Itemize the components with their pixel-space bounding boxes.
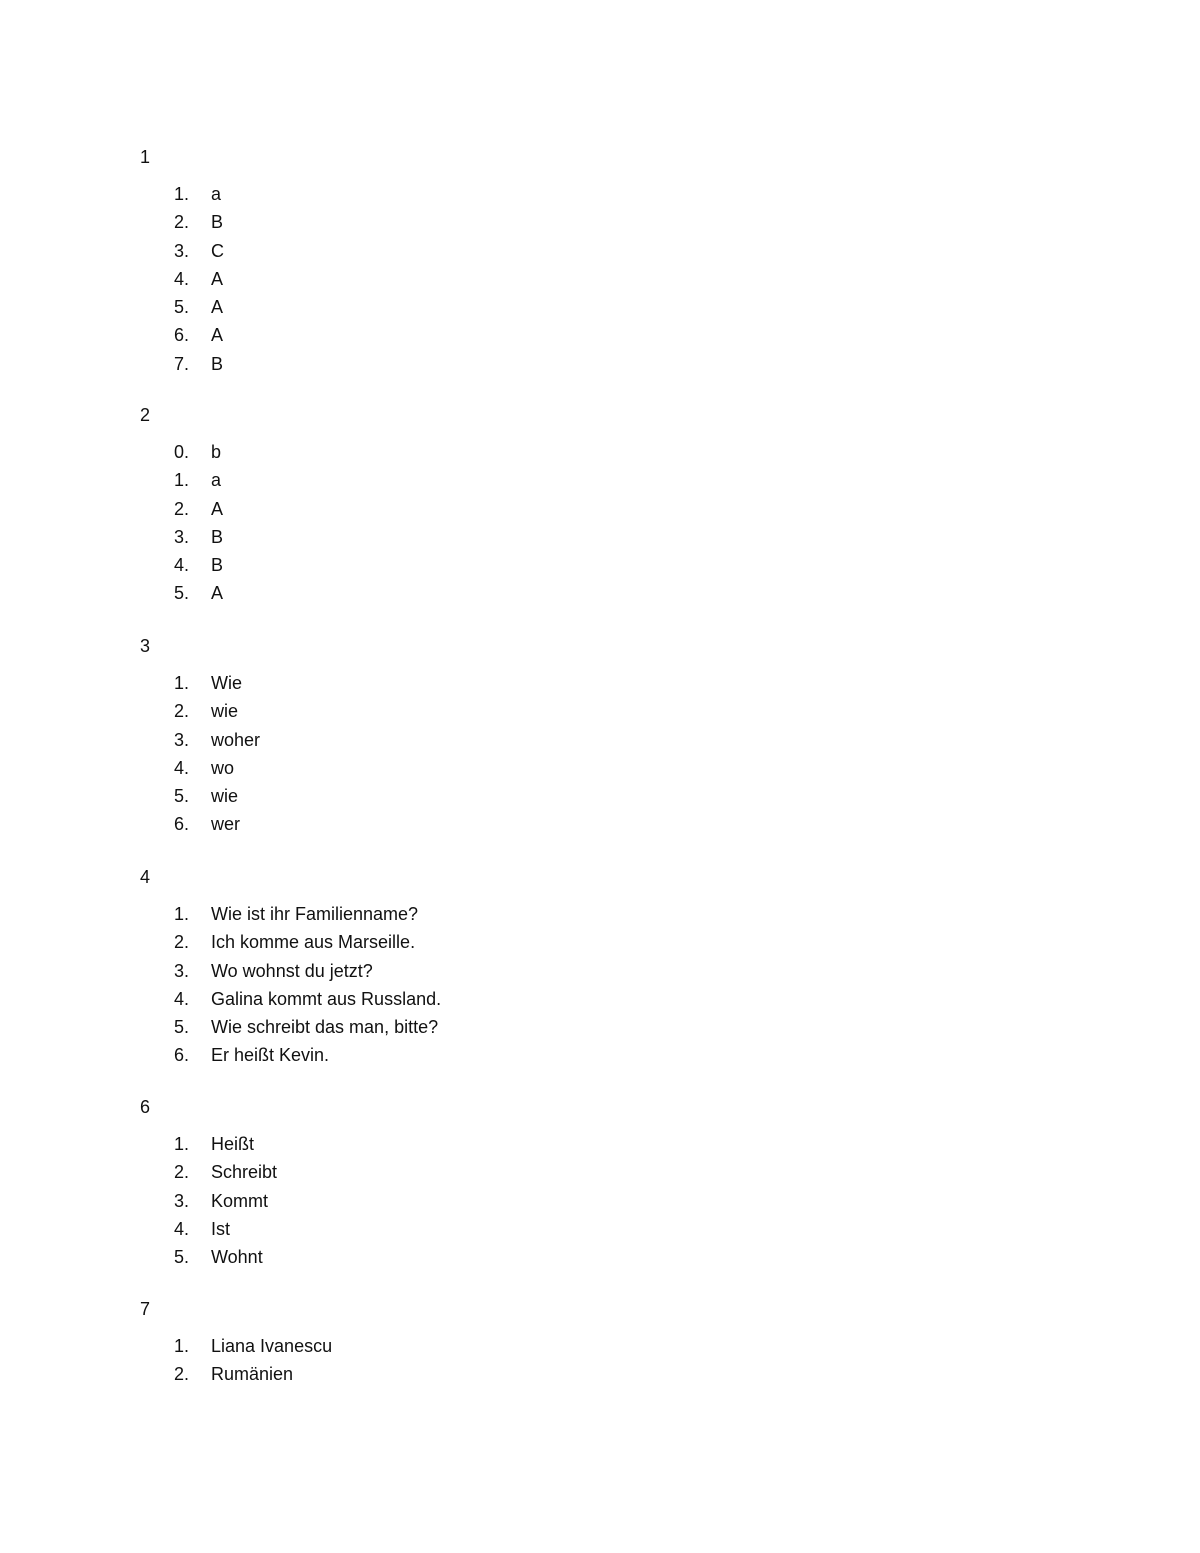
item-number: 1. (174, 470, 190, 491)
item-number: 5. (174, 786, 190, 807)
list-item (174, 1360, 332, 1388)
item-text: A (211, 498, 224, 519)
item-text: Wie (211, 673, 242, 693)
item-number: 3. (174, 960, 190, 981)
list-item (174, 1187, 277, 1215)
item-text: Wie ist ihr Familienname? (211, 904, 419, 924)
item-text: Liana Ivanescu (211, 1336, 333, 1356)
list-item (174, 726, 260, 754)
item-number: 2. (174, 212, 190, 233)
list-item (174, 265, 224, 293)
item-text: Wo wohnst du jetzt? (211, 960, 373, 981)
item-text: Wie schreibt das man, bitte? (211, 1017, 439, 1038)
answer-list (174, 438, 223, 608)
item-text: Ist (211, 1218, 231, 1239)
item-text: Rumänien (211, 1364, 294, 1385)
list-item (174, 495, 223, 523)
list-item (174, 782, 260, 810)
list-item (174, 208, 224, 236)
answer-list (174, 180, 224, 378)
list-item (174, 985, 441, 1013)
list-item (174, 180, 224, 208)
item-number: 5. (174, 1247, 190, 1268)
item-number: 7. (174, 353, 190, 374)
list-item (174, 900, 441, 928)
list-item (174, 697, 260, 725)
list-item (174, 1243, 277, 1271)
item-number: 4. (174, 757, 190, 778)
item-number: 2. (174, 1364, 190, 1385)
list-item (174, 1130, 277, 1158)
answer-list (174, 900, 441, 1070)
item-number: 6. (174, 1045, 190, 1066)
item-number: 5. (174, 297, 190, 318)
item-number: 4. (174, 1218, 190, 1239)
section-4 (140, 866, 1040, 1066)
list-item (174, 1332, 332, 1360)
list-item (174, 754, 260, 782)
list-item (174, 350, 224, 378)
list-item (174, 1215, 277, 1243)
item-number: 4. (174, 555, 190, 576)
section-heading: 2 (140, 405, 151, 425)
item-number: 1. (174, 1336, 190, 1356)
list-item (174, 237, 224, 265)
item-number: 6. (174, 814, 190, 835)
item-number: 3. (174, 526, 190, 547)
item-number: 5. (174, 1017, 190, 1038)
item-text: A (211, 297, 224, 318)
list-item (174, 1013, 441, 1041)
section-heading: 4 (140, 867, 151, 887)
item-text: Kommt (211, 1190, 269, 1211)
list-item (174, 466, 223, 494)
item-number: 3. (174, 240, 190, 261)
section-heading: 7 (140, 1299, 151, 1319)
list-item (174, 957, 441, 985)
item-text: wer (211, 814, 241, 835)
list-item (174, 928, 441, 956)
item-number: 4. (174, 988, 190, 1009)
answer-list (174, 669, 260, 839)
item-text: Er heißt Kevin. (211, 1045, 330, 1066)
item-text: A (211, 583, 224, 604)
item-text: B (211, 555, 224, 576)
item-text: a (211, 470, 222, 491)
answer-list (174, 1332, 332, 1389)
list-item (174, 1041, 441, 1069)
item-text: Wohnt (211, 1247, 263, 1268)
item-text: a (211, 184, 222, 204)
section-7 (140, 1298, 1040, 1385)
list-item (174, 579, 223, 607)
item-text: Galina kommt aus Russland. (211, 988, 442, 1009)
item-number: 1. (174, 904, 190, 924)
item-text: wo (211, 757, 235, 778)
item-number: 2. (174, 932, 190, 953)
item-text: wie (211, 786, 239, 807)
item-number: 1. (174, 673, 190, 693)
list-item (174, 1158, 277, 1186)
list-item (174, 293, 224, 321)
item-number: 2. (174, 701, 190, 722)
item-text: A (211, 325, 224, 346)
item-text: Ich komme aus Marseille. (211, 932, 416, 953)
item-number: 1. (174, 184, 190, 204)
item-number: 5. (174, 583, 190, 604)
item-text: A (211, 268, 224, 289)
item-text: B (211, 212, 224, 233)
item-text: C (211, 240, 224, 261)
item-number: 3. (174, 1190, 190, 1211)
list-item (174, 321, 224, 349)
item-number: 2. (174, 1162, 190, 1183)
section-2 (140, 404, 1040, 604)
item-number: 2. (174, 498, 190, 519)
item-text: wie (211, 701, 239, 722)
section-1 (140, 146, 1040, 374)
item-number: 4. (174, 268, 190, 289)
list-item (174, 523, 223, 551)
section-3 (140, 635, 1040, 835)
item-number: 3. (174, 729, 190, 750)
item-text: Schreibt (211, 1162, 278, 1183)
item-number: 0. (174, 442, 190, 462)
item-text: b (211, 442, 222, 462)
item-text: B (211, 353, 224, 374)
item-text: Heißt (211, 1134, 255, 1154)
section-heading: 3 (140, 636, 151, 656)
list-item (174, 438, 223, 466)
item-text: woher (211, 729, 261, 750)
item-number: 1. (174, 1134, 190, 1154)
answer-list (174, 1130, 277, 1271)
list-item (174, 551, 223, 579)
list-item (174, 810, 260, 838)
item-text: B (211, 526, 224, 547)
section-6 (140, 1096, 1040, 1268)
item-number: 6. (174, 325, 190, 346)
section-heading: 1 (140, 147, 151, 167)
section-heading: 6 (140, 1097, 151, 1117)
list-item (174, 669, 260, 697)
